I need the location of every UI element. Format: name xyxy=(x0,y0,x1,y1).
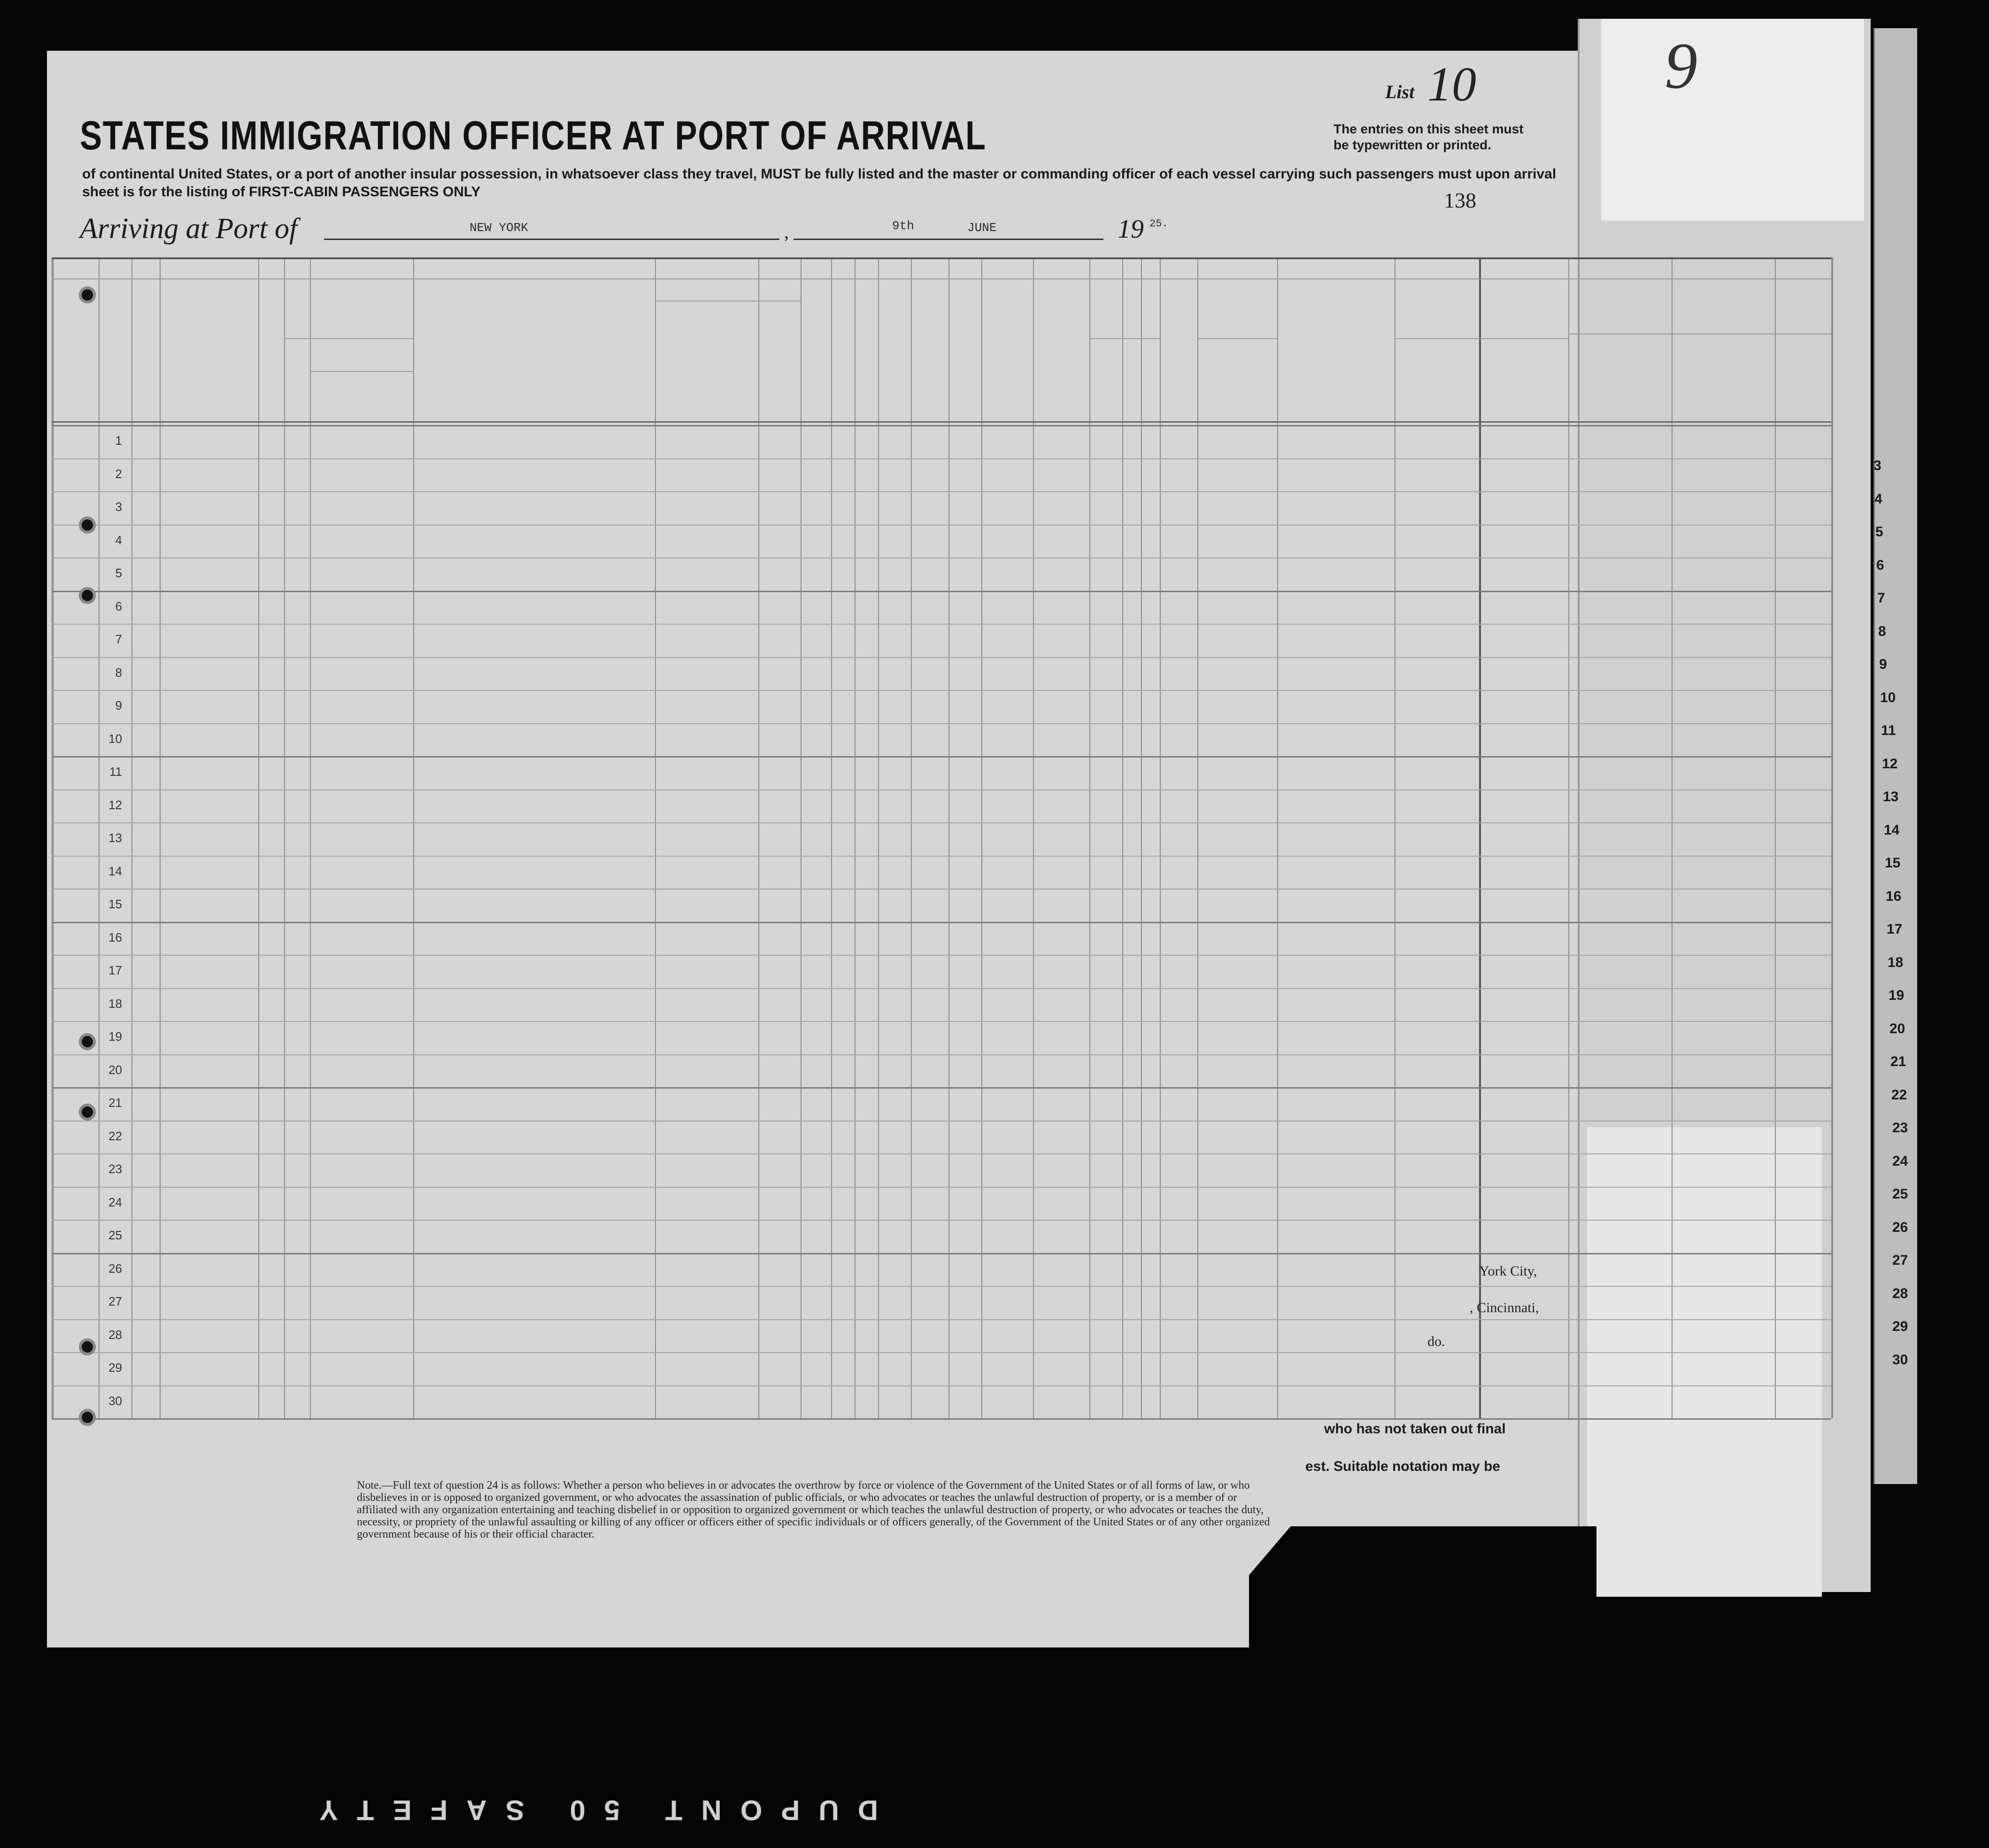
margin-row-number: 25 xyxy=(1892,1186,1908,1202)
torn-corner xyxy=(1249,1526,1596,1648)
margin-row-number: 30 xyxy=(1892,1352,1908,1368)
margin-row-number: 24 xyxy=(1892,1153,1908,1169)
grid-row-rule xyxy=(52,1418,1831,1420)
grid-vline xyxy=(831,257,832,1418)
comma-separator: , xyxy=(784,221,789,242)
grid-vline xyxy=(1197,257,1198,1418)
row-number: 1 xyxy=(115,433,122,448)
grid-vline xyxy=(1479,257,1481,1418)
margin-row-number: 14 xyxy=(1884,822,1900,838)
grid-vline xyxy=(758,257,759,1418)
grid-subheader-rule xyxy=(1197,338,1277,339)
margin-row-number: 3 xyxy=(1873,458,1881,473)
grid-row-rule xyxy=(52,1385,1831,1386)
row-number: 7 xyxy=(115,632,122,646)
grid-vline xyxy=(1277,257,1278,1418)
grid-row-rule xyxy=(52,458,1831,459)
row-number: 18 xyxy=(108,996,122,1011)
grid-subheader-rule xyxy=(1568,333,1831,334)
margin-row-number: 15 xyxy=(1885,855,1901,871)
margin-row-number: 22 xyxy=(1891,1087,1907,1103)
grid-row-rule xyxy=(52,1253,1831,1254)
grid-row-rule xyxy=(52,624,1831,625)
row-number: 9 xyxy=(115,698,122,712)
page-title: STATES IMMIGRATION OFFICER AT PORT OF ARRIVAL xyxy=(80,113,987,158)
year-prefix: 19 xyxy=(1118,215,1144,244)
grid-colnum-rule xyxy=(52,278,1831,279)
sheet-number: 138 xyxy=(1444,188,1476,212)
margin-row-number: 20 xyxy=(1889,1021,1905,1036)
fragment-cincinnati: , Cincinnati, xyxy=(1470,1300,1539,1315)
grid-header-rule xyxy=(52,421,1831,423)
margin-row-number: 12 xyxy=(1882,756,1898,772)
grid-row-rule xyxy=(52,856,1831,857)
row-number: 28 xyxy=(108,1327,122,1342)
margin-row-number: 29 xyxy=(1892,1319,1908,1334)
grid-row-rule xyxy=(52,756,1831,758)
grid-vline xyxy=(1033,257,1034,1418)
question-24-note: Note.—Full text of question 24 is as follows: Whether a person who believes in or advocates the overthrow by force or violence of the Government of the United States or of all forms of law, or who disbelieves in or is opposed to organized government, or who advocates the assassination of public officials, or who advocates or teaches the unlawful destruction of property, or is a member of or affiliated with any organization entertaining and teaching disbelief in or opposition to organized government or which teaches the unlawful destruction of property, or who advocates or teaches the duty, necessity, or propriety of the unlawful assaulting or killing of any officer or officers either of specific individuals or of officers generally, of the Government of the United States or of any other organized government because of his or their official character. xyxy=(357,1479,1270,1540)
grid-vline xyxy=(948,257,949,1418)
row-number: 12 xyxy=(108,797,122,812)
punch-hole xyxy=(79,1033,96,1050)
subtitle-line-2: sheet is for the listing of FIRST-CABIN PASSENGERS ONLY xyxy=(82,184,481,200)
grid-vline xyxy=(878,257,879,1418)
margin-row-number: 5 xyxy=(1875,524,1883,540)
margin-row-number: 26 xyxy=(1892,1219,1908,1235)
margin-row-number: 4 xyxy=(1874,491,1882,507)
grid-row-rule xyxy=(52,591,1831,592)
year-suffix: 25. xyxy=(1149,218,1168,230)
row-number: 11 xyxy=(109,765,122,779)
row-number: 13 xyxy=(108,831,122,845)
punch-hole xyxy=(79,1409,96,1426)
punch-hole xyxy=(79,1338,96,1355)
margin-row-number: 9 xyxy=(1879,657,1887,672)
punch-hole xyxy=(79,286,96,303)
punch-hole xyxy=(79,1104,96,1121)
grid-row-rule xyxy=(52,1352,1831,1353)
margin-row-number: 8 xyxy=(1878,623,1886,639)
film-edge-marking: DUPONT 50 SAFETY xyxy=(301,1794,879,1826)
grid-vline xyxy=(310,257,311,1418)
margin-row-number: 21 xyxy=(1890,1054,1906,1069)
grid-vline xyxy=(1141,257,1142,1418)
row-number: 4 xyxy=(115,533,122,547)
grid-row-rule xyxy=(52,1153,1831,1154)
grid-vline xyxy=(160,257,161,1418)
typewriter-instructions: The entries on this sheet must be typewritten or printed. xyxy=(1334,122,1524,152)
row-number: 19 xyxy=(108,1029,122,1044)
grid-row-rule xyxy=(52,922,1831,923)
fragment-york-city: York City, xyxy=(1479,1263,1537,1279)
row-number: 3 xyxy=(115,500,122,514)
margin-row-number: 10 xyxy=(1880,689,1896,705)
grid-vline xyxy=(52,257,54,1418)
grid-subheader-rule xyxy=(1089,338,1160,339)
grid-subheader-rule xyxy=(655,301,801,302)
margin-row-number: 28 xyxy=(1892,1285,1908,1301)
overlay-page-top xyxy=(1601,19,1864,221)
page-number: 9 xyxy=(1665,30,1697,102)
margin-row-number: 13 xyxy=(1883,789,1899,804)
grid-vline xyxy=(1831,257,1833,1418)
margin-row-number: 18 xyxy=(1888,954,1904,970)
grid-vline xyxy=(284,257,285,1418)
fragment-suitable-notation: est. Suitable notation may be xyxy=(1305,1459,1501,1474)
grid-subheader-rule xyxy=(1395,338,1568,339)
grid-top-rule xyxy=(52,257,1831,259)
grid-row-rule xyxy=(52,789,1831,790)
row-number: 27 xyxy=(108,1294,122,1308)
grid-row-rule xyxy=(52,491,1831,492)
grid-vline xyxy=(855,257,856,1418)
fragment-not-taken-out: who has not taken out final xyxy=(1324,1421,1506,1437)
margin-row-number: 7 xyxy=(1877,590,1885,606)
manifest-sheet xyxy=(47,51,1596,1647)
header-subtitle xyxy=(82,165,1556,201)
grid-row-rule xyxy=(52,657,1831,658)
row-number: 25 xyxy=(108,1228,122,1242)
row-number: 15 xyxy=(108,897,122,911)
grid-subheader-rule xyxy=(284,338,413,339)
port-underline xyxy=(324,239,779,240)
day-value: 9th xyxy=(892,219,914,233)
grid-vline xyxy=(1775,257,1776,1418)
grid-row-rule xyxy=(52,1021,1831,1022)
row-number: 16 xyxy=(108,930,122,944)
row-number: 17 xyxy=(108,963,122,977)
row-number: 5 xyxy=(115,566,122,580)
row-number: 29 xyxy=(108,1361,122,1375)
margin-row-number: 11 xyxy=(1881,723,1896,738)
grid-row-rule xyxy=(52,525,1831,526)
margin-row-number: 27 xyxy=(1892,1253,1908,1268)
grid-subheader-rule xyxy=(310,371,413,372)
arriving-label: Arriving at Port of xyxy=(80,213,298,245)
grid-row-rule xyxy=(52,690,1831,691)
grid-vline xyxy=(1089,257,1090,1418)
grid-row-rule xyxy=(52,1054,1831,1055)
margin-row-number: 19 xyxy=(1889,988,1904,1003)
overlay-page-bottom xyxy=(1587,1127,1822,1597)
subtitle-line-1: of continental United States, or a port of another insular possession, in whatsoever class they travel, MUST be fully listed and the master or commanding officer of each vessel carrying such passengers must upon arrival xyxy=(82,166,1557,182)
row-number: 22 xyxy=(108,1129,122,1143)
fragment-do: do. xyxy=(1427,1334,1445,1349)
grid-vline xyxy=(801,257,802,1418)
list-label: List xyxy=(1385,81,1415,102)
row-number: 6 xyxy=(115,599,122,613)
grid-vline xyxy=(1672,257,1673,1418)
grid-vline xyxy=(1568,257,1569,1418)
grid-row-rule xyxy=(52,1087,1831,1089)
grid-vline xyxy=(1122,257,1123,1418)
grid-vline xyxy=(1160,257,1161,1418)
margin-row-number: 17 xyxy=(1887,921,1903,937)
row-number: 24 xyxy=(108,1195,122,1209)
grid-row-rule xyxy=(52,822,1831,823)
month-value: JUNE xyxy=(967,221,997,235)
grid-vline xyxy=(911,257,912,1418)
punch-hole xyxy=(79,587,96,604)
row-number: 21 xyxy=(108,1096,122,1110)
grid-vline xyxy=(131,257,132,1418)
grid-row-rule xyxy=(52,1286,1831,1287)
grid-row-rule xyxy=(52,425,1831,426)
grid-row-rule xyxy=(52,1187,1831,1188)
row-number: 14 xyxy=(108,864,122,878)
row-number: 20 xyxy=(108,1062,122,1077)
row-number: 30 xyxy=(108,1393,122,1408)
row-number: 26 xyxy=(108,1261,122,1276)
grid-vline xyxy=(258,257,259,1418)
margin-row-number: 6 xyxy=(1876,557,1884,573)
margin-row-number: 16 xyxy=(1886,888,1902,904)
grid-row-rule xyxy=(52,723,1831,724)
grid-row-rule xyxy=(52,988,1831,989)
grid-row-rule xyxy=(52,955,1831,956)
grid-vline xyxy=(981,257,982,1418)
list-number: 10 xyxy=(1427,57,1476,111)
row-number: 10 xyxy=(108,731,122,746)
grid-row-rule xyxy=(52,1220,1831,1221)
punch-hole xyxy=(79,517,96,534)
margin-row-number: 23 xyxy=(1892,1120,1908,1136)
row-number: 2 xyxy=(115,466,122,481)
grid-row-rule xyxy=(52,1319,1831,1320)
row-number: 8 xyxy=(115,665,122,680)
port-value: NEW YORK xyxy=(470,221,528,235)
grid-row-rule xyxy=(52,557,1831,558)
row-number: 23 xyxy=(108,1162,122,1176)
grid-vline xyxy=(655,257,656,1418)
date-underline xyxy=(794,239,1103,240)
grid-vline xyxy=(413,257,414,1418)
